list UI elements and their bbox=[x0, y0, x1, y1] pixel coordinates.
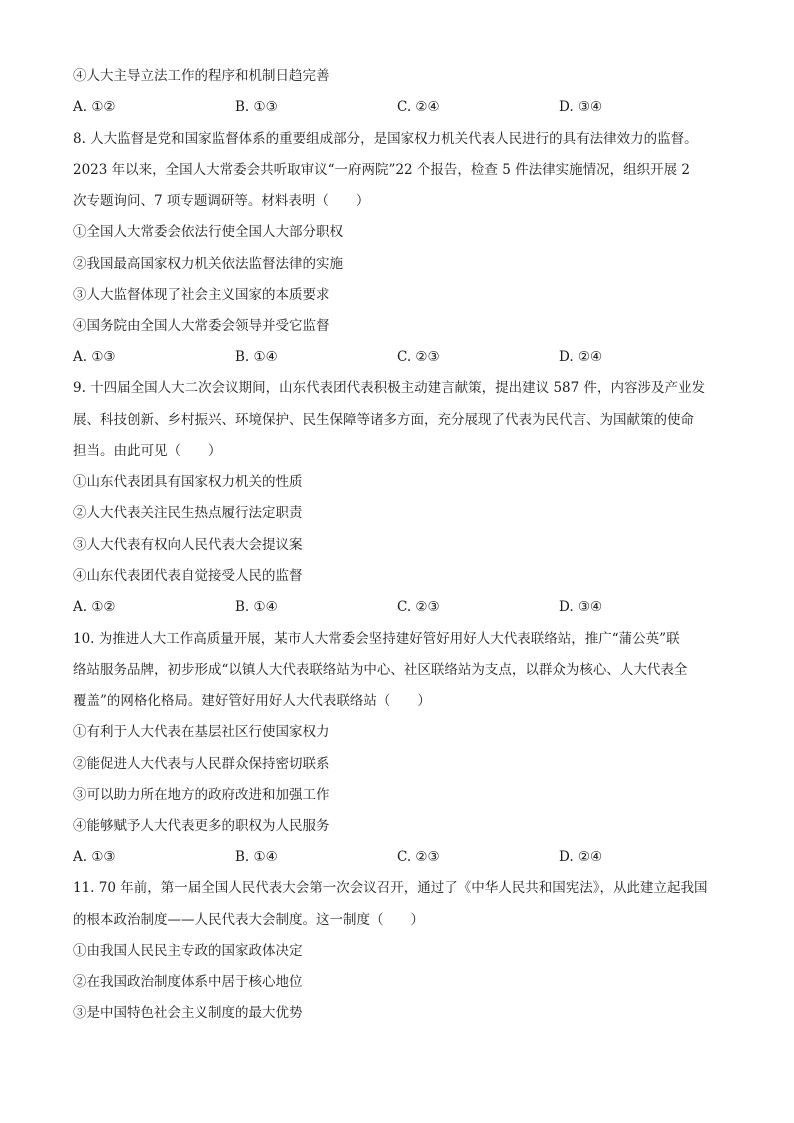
q9-stem-line-3: 担当。由此可见（ ） bbox=[73, 443, 222, 459]
q7-option-c: C. ②④ bbox=[397, 99, 440, 115]
q9-stem-line-2: 展、科技创新、乡村振兴、环境保护、民生保障等诸多方面，充分展现了代表为民代言、为国献策的使命 bbox=[73, 412, 694, 428]
q9-statement-4: ④山东代表团代表自觉接受人民的监督 bbox=[73, 568, 303, 584]
q7-options bbox=[73, 97, 733, 117]
q8-option-d: D. ②④ bbox=[559, 349, 603, 365]
q8-option-b: B. ①④ bbox=[235, 349, 278, 365]
q9-option-c: C. ②③ bbox=[397, 599, 440, 615]
q8-options bbox=[73, 347, 733, 367]
q10-options bbox=[73, 847, 733, 867]
q11-statement-1: ①由我国人民民主专政的国家政体决定 bbox=[73, 943, 303, 959]
q10-stem-line-1: 10. 为推进人大工作高质量开展，某市人大常委会坚持建好管好用好人大代表联络站，推广“蒲公英”联 bbox=[73, 631, 680, 647]
q8-stem-line-1: 8. 人大监督是党和国家监督体系的重要组成部分，是国家权力机关代表人民进行的具有法律效力的监督。 bbox=[73, 131, 698, 147]
q8-statement-2: ②我国最高国家权力机关依法监督法律的实施 bbox=[73, 256, 343, 272]
q8-option-a: A. ①③ bbox=[73, 349, 116, 365]
q7-statement-4: ④人大主导立法工作的程序和机制日趋完善 bbox=[73, 68, 330, 84]
q10-statement-2: ②能促进人大代表与人民群众保持密切联系 bbox=[73, 756, 330, 772]
q7-option-d: D. ③④ bbox=[559, 99, 603, 115]
q10-statement-4: ④能够赋予人大代表更多的职权为人民服务 bbox=[73, 818, 330, 834]
q9-statement-3: ③人大代表有权向人民代表大会提议案 bbox=[73, 537, 303, 553]
q11-statement-2: ②在我国政治制度体系中居于核心地位 bbox=[73, 974, 303, 990]
q7-option-b: B. ①③ bbox=[235, 99, 278, 115]
q8-statement-4: ④国务院由全国人大常委会领导并受它监督 bbox=[73, 318, 330, 334]
q10-option-a: A. ①③ bbox=[73, 849, 116, 865]
q8-stem-line-2: 2023 年以来，全国人大常委会共听取审议“一府两院”22 个报告，检查 5 件法律实施情况，组织开展 2 bbox=[73, 162, 690, 178]
q10-statement-3: ③可以助力所在地方的政府改进和加强工作 bbox=[73, 787, 330, 803]
q11-statement-3: ③是中国特色社会主义制度的最大优势 bbox=[73, 1005, 303, 1021]
q10-stem-line-3: 覆盖”的网格化格局。建好管好用好人大代表联络站（ ） bbox=[73, 693, 431, 709]
q9-option-d: D. ③④ bbox=[559, 599, 603, 615]
q8-option-c: C. ②③ bbox=[397, 349, 440, 365]
q10-option-d: D. ②④ bbox=[559, 849, 603, 865]
q10-option-b: B. ①④ bbox=[235, 849, 278, 865]
q9-option-a: A. ①② bbox=[73, 599, 116, 615]
q10-stem-line-2: 络站服务品牌，初步形成“以镇人大代表联络站为中心、社区联络站为支点，以群众为核心、人大代表全 bbox=[73, 662, 688, 678]
q8-statement-3: ③人大监督体现了社会主义国家的本质要求 bbox=[73, 287, 330, 303]
q10-option-c: C. ②③ bbox=[397, 849, 440, 865]
q7-option-a: A. ①② bbox=[73, 99, 116, 115]
q8-stem-line-3: 次专题询问、7 项专题调研等。材料表明（ ） bbox=[73, 193, 370, 209]
q11-stem-line-2: 的根本政治制度——人民代表大会制度。这一制度（ ） bbox=[73, 912, 424, 928]
q9-option-b: B. ①④ bbox=[235, 599, 278, 615]
q9-statement-2: ②人大代表关注民生热点履行法定职责 bbox=[73, 505, 303, 521]
q9-options bbox=[73, 597, 733, 617]
q9-statement-1: ①山东代表团具有国家权力机关的性质 bbox=[73, 474, 303, 490]
q11-stem-line-1: 11. 70 年前，第一届全国人民代表大会第一次会议召开，通过了《中华人民共和国宪法》，从此建立起我国 bbox=[73, 880, 708, 896]
q10-statement-1: ①有利于人大代表在基层社区行使国家权力 bbox=[73, 724, 330, 740]
q8-statement-1: ①全国人大常委会依法行使全国人大部分职权 bbox=[73, 224, 343, 240]
q9-stem-line-1: 9. 十四届全国人大二次会议期间，山东代表团代表积极主动建言献策，提出建议 587 件，内容涉及产业发 bbox=[73, 380, 706, 396]
